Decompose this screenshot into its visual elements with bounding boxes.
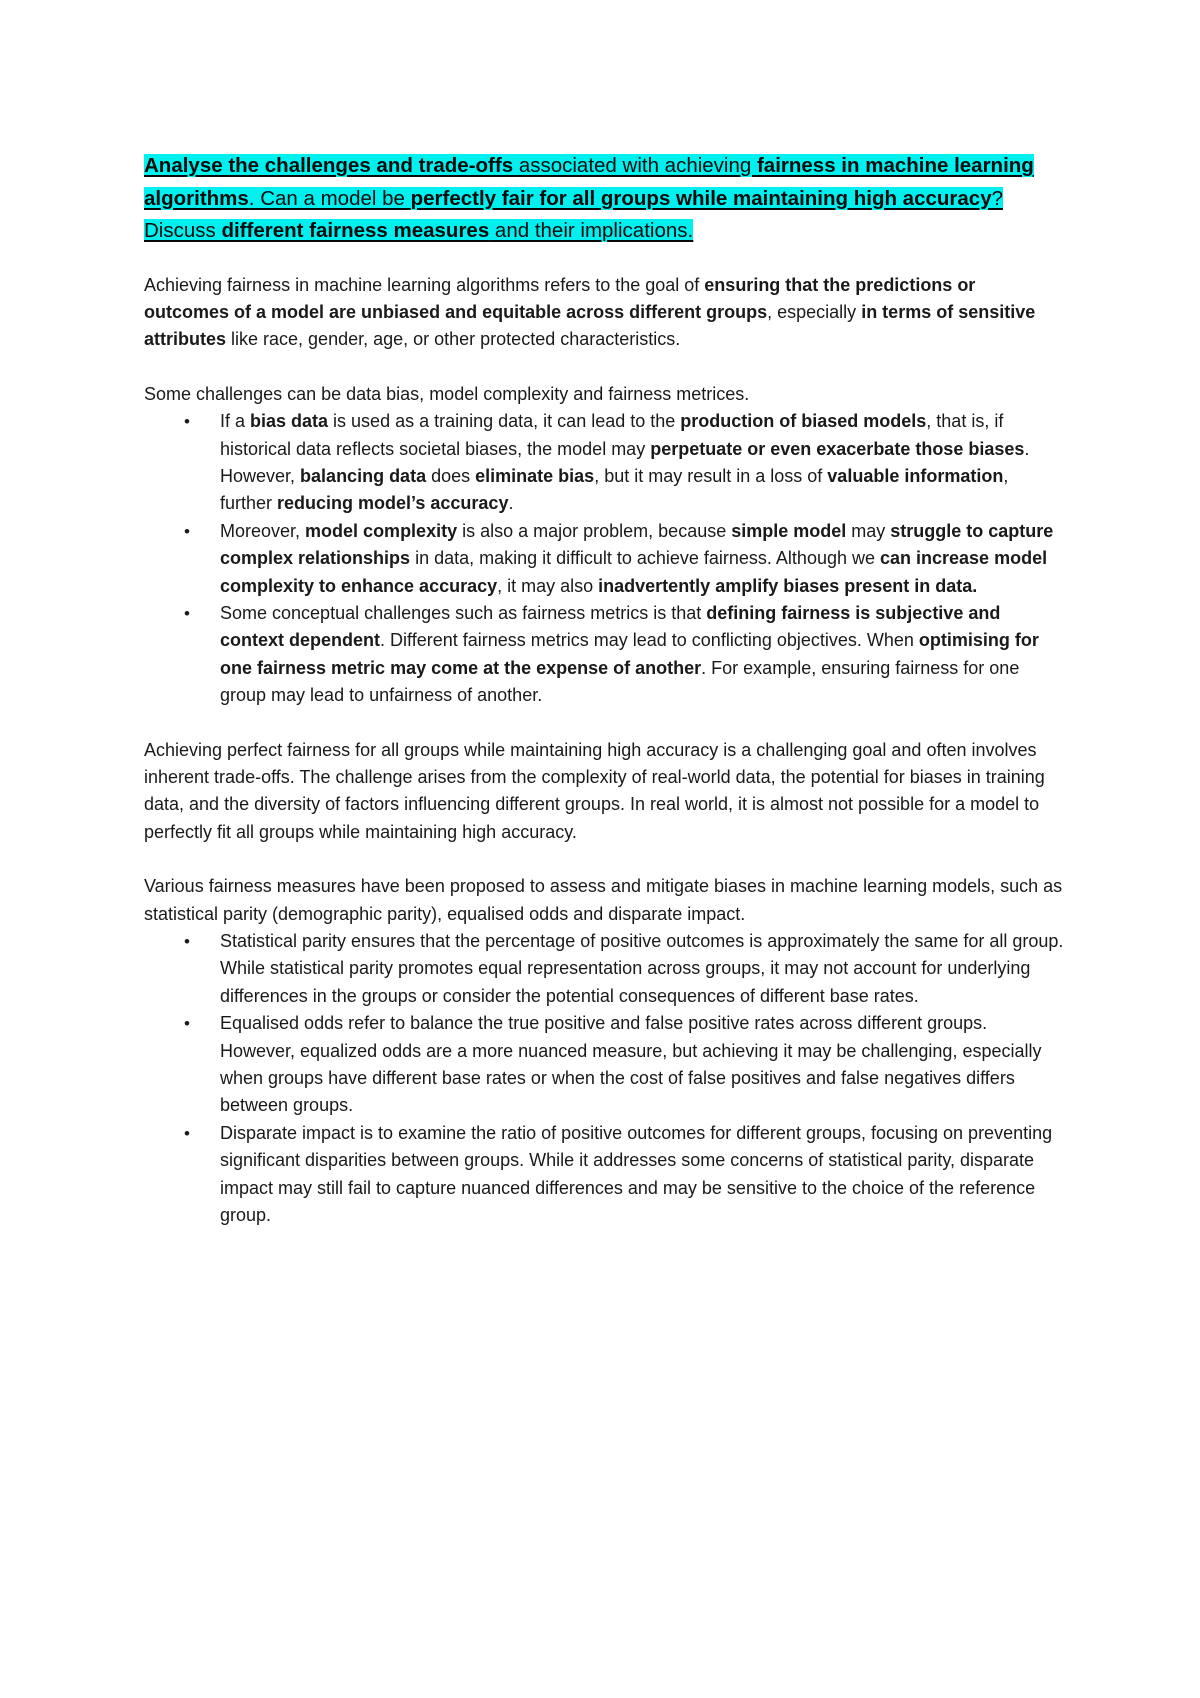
text-run: may (846, 520, 891, 541)
heading-run: . Can a model be (248, 186, 411, 210)
text-run: . However, (220, 438, 1030, 486)
bullet-icon: • (184, 1014, 190, 1034)
list-item (144, 408, 1064, 518)
text-run: simple model (731, 520, 847, 541)
list-item (144, 518, 1064, 600)
text-run: does (426, 465, 476, 486)
text-run: . For example, ensuring fairness for one group may lead to unfairness of another. (220, 657, 1020, 706)
list-item-text: Disparate impact is to examine the ratio of positive outcomes for different groups, focusing on preventing significant disparities between groups. While it addresses some concerns of statistical parity, disparate impact may still fail to capture nuanced differences and may be sensitive to the choice of the reference group. (220, 1122, 1053, 1226)
question-heading (144, 150, 1064, 248)
perfect-fairness-paragraph: Achieving perfect fairness for all groups while maintaining high accuracy is a challenging goal and often involves inherent trade-offs. The challenge arises from the complexity of real-world data, the potential for biases in training data, and the diversity of factors influencing different groups. In real world, it is almost not possible for a model to perfectly fit all groups while maintaining high accuracy. (144, 739, 1045, 842)
bullet-icon: • (184, 932, 190, 952)
bullet-icon: • (184, 412, 190, 432)
text-run: is used as a training data, it can lead to the (328, 411, 681, 432)
heading-run: Analyse the challenges and (144, 154, 419, 177)
text-run: Moreover, (220, 520, 306, 541)
bullet-icon: • (184, 603, 190, 623)
heading-run: associated with achieving (513, 154, 757, 177)
measures-list (144, 928, 1064, 1229)
text-run: bias data (250, 411, 329, 432)
text-run: ensuring that the predictions or outcomes of a model are unbiased and equitable across different groups (144, 274, 976, 322)
text-run: production of biased models (680, 411, 927, 432)
text-run: model complexity (305, 520, 458, 541)
text-run: is also a major problem, because (457, 520, 732, 541)
document-page (144, 150, 1064, 1257)
text-run: struggle to capture complex relationships (220, 520, 1054, 569)
heading-highlight (144, 154, 1034, 242)
text-run: , it may also (497, 575, 599, 596)
text-run: If a (220, 411, 251, 432)
text-run: . Different fairness metrics may lead to conflicting objectives. When (380, 630, 919, 651)
list-item-text: Statistical parity ensures that the percentage of positive outcomes is approximately the same for all group. While statistical parity promotes equal representation across groups, it may not account for underlying differences in the groups or consider the potential consequences of different base rates. (220, 931, 1064, 1006)
text-run: Achieving fairness in machine learning algorithms refers to the goal of (144, 274, 705, 295)
heading-run: trade-offs (418, 154, 514, 177)
list-item (144, 928, 1064, 1010)
measures-lead: Various fairness measures have been proposed to assess and mitigate biases in machine learning models, such as statistical parity (demographic parity), equalised odds and disparate impact. (144, 876, 1063, 924)
text-run: , further (220, 465, 1009, 514)
text-run: inadvertently amplify biases present in data. (598, 575, 978, 596)
text-run: . (508, 493, 514, 514)
heading-run: fairness in machine learning algorithms (144, 154, 1034, 210)
heading-run: different fairness measures (221, 219, 490, 242)
challenges-list (144, 408, 1064, 709)
text-run: in data, making it difficult to achieve fairness. Although we (410, 548, 880, 569)
text-run: defining fairness is subjective and context dependent (220, 602, 1001, 651)
text-run: , but it may result in a loss of (594, 465, 828, 486)
list-item (144, 1010, 1064, 1120)
text-run: Some conceptual challenges such as fairness metrics is that (220, 602, 707, 623)
heading-run: and their implications. (489, 219, 694, 242)
challenges-lead: Some challenges can be data bias, model complexity and fairness metrices. (144, 383, 750, 404)
text-run: perpetuate or even exacerbate those biases (650, 438, 1025, 459)
text-run: , especially (767, 301, 862, 322)
text-run: can increase model complexity to enhance accuracy (220, 548, 1048, 596)
text-run: balancing data (300, 465, 427, 486)
text-run: valuable information (827, 465, 1004, 486)
list-item (144, 1120, 1064, 1230)
text-run: like race, gender, age, or other protected characteristics. (226, 329, 681, 350)
bullet-icon: • (184, 521, 190, 541)
list-item-text: Equalised odds refer to balance the true positive and false positive rates across different groups. However, equalized odds are a more nuanced measure, but achieving it may be challenging, especially when groups have different base rates or when the cost of false positives and false negatives differs between groups. (220, 1013, 1042, 1116)
text-run: in terms of sensitive attributes (144, 301, 1036, 350)
text-run: reducing model’s accuracy (277, 493, 509, 514)
text-run: eliminate bias (475, 465, 595, 486)
heading-run: ? Discuss (144, 186, 1003, 242)
bullet-icon: • (184, 1123, 190, 1143)
list-item (144, 600, 1064, 710)
intro-paragraph (144, 272, 1064, 354)
text-run: , that is, if historical data reflects societal biases, the model may (220, 411, 1004, 459)
text-run: optimising for one fairness metric may come at the expense of another (220, 630, 1039, 678)
heading-run: perfectly fair for all groups while maintaining high accuracy (410, 186, 992, 210)
